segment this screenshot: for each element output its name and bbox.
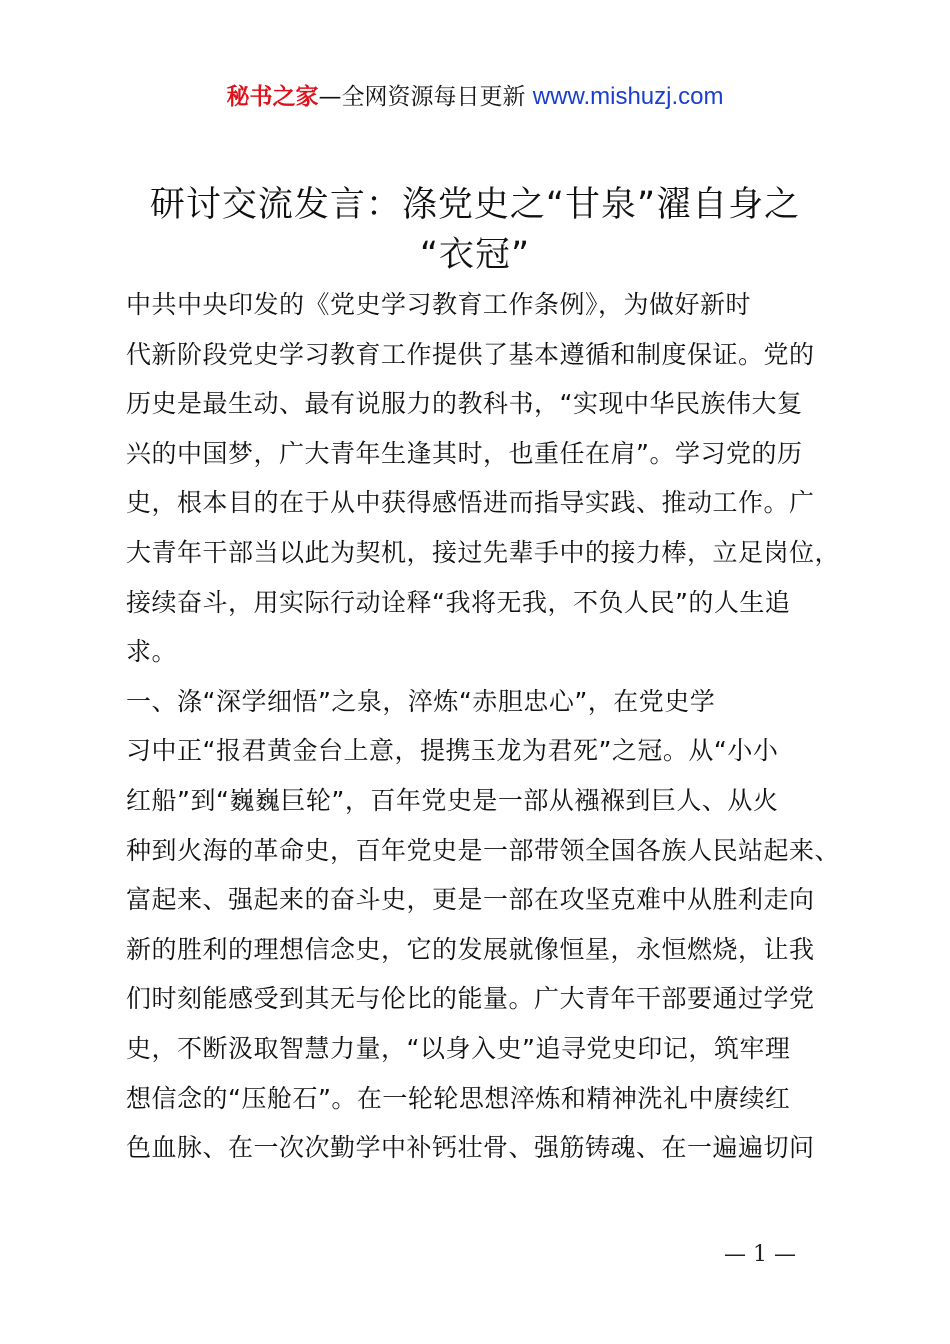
title-line: 研讨交流发言：涤党史之“甘泉”濯自身之 (149, 185, 801, 225)
text-line: 求。 (126, 637, 178, 667)
text-line: 想信念的“压舱石”。在一轮轮思想淬炼和精神洗礼中赓续红 (126, 1083, 791, 1113)
text-line: 富起来、强起来的奋斗史，更是一部在攻坚克难中从胜利走向 (126, 885, 815, 915)
document-title (120, 180, 830, 280)
text-line: 新的胜利的理想信念史，它的发展就像恒星，永恒燃烧，让我 (126, 934, 815, 964)
site-url-link[interactable]: www.mishuzj.com (532, 83, 724, 110)
text-line: 种到火海的革命史，百年党史是一部带领全国各族人民站起来、 (126, 835, 841, 865)
text-line: 红船”到“巍巍巨轮”，百年党史是一部从襁褓到巨人、从火 (126, 785, 779, 815)
site-tagline: —全网资源每日更新 (318, 84, 533, 110)
text-line: 色血脉、在一次次勤学中补钙壮骨、强筋铸魂、在一遍遍切问 (126, 1133, 815, 1163)
document-body (126, 280, 846, 1173)
site-brand: 秘书之家 (226, 84, 319, 110)
text-line: 一、涤“深学细悟”之泉，淬炼“赤胆忠心”，在党史学 (126, 686, 716, 716)
site-header (0, 80, 950, 114)
text-line: 历史是最生动、最有说服力的教科书，“实现中华民族伟大复 (126, 389, 803, 419)
text-line: 大青年干部当以此为契机，接过先辈手中的接力棒，立足岗位， (126, 537, 841, 567)
text-line: 中共中央印发的《党史学习教育工作条例》，为做好新时 (126, 290, 752, 319)
page-number: — 1 — (724, 1242, 796, 1267)
text-line: 习中正“报君黄金台上意，提携玉龙为君死”之冠。从“小小 (126, 736, 779, 766)
text-line: 史，不断汲取智慧力量，“以身入史”追寻党史印记，筑牢理 (126, 1033, 791, 1063)
paragraph-section-one (126, 677, 846, 1173)
text-line: 代新阶段党史学习教育工作提供了基本遵循和制度保证。党的 (126, 339, 815, 369)
title-line: “衣冠” (419, 235, 531, 275)
text-line: 兴的中国梦，广大青年生逢其时，也重任在肩”。学习党的历 (126, 438, 803, 468)
text-line: 接续奋斗，用实际行动诠释“我将无我，不负人民”的人生追 (126, 587, 791, 617)
text-line: 史，根本目的在于从中获得感悟进而指导实践、推动工作。广 (126, 488, 815, 518)
paragraph-intro (126, 280, 846, 677)
text-line: 们时刻能感受到其无与伦比的能量。广大青年干部要通过学党 (126, 984, 815, 1014)
